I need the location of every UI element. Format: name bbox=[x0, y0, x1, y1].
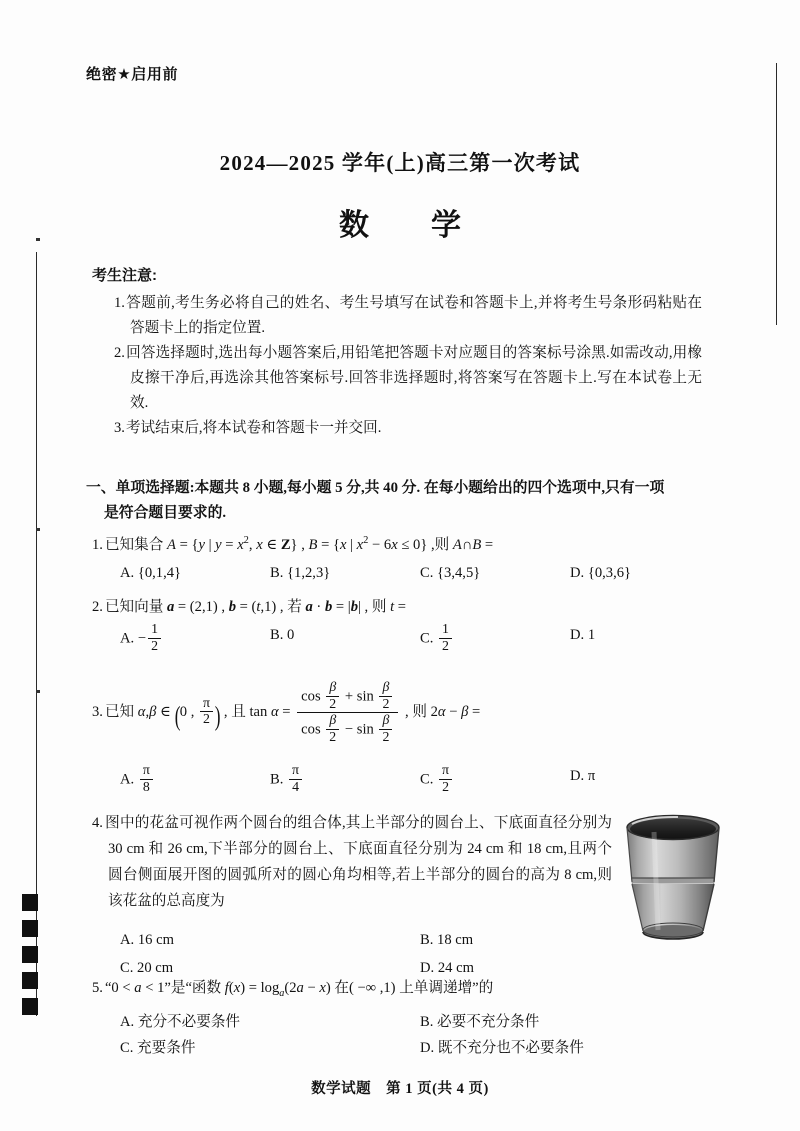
option-b[interactable] bbox=[258, 560, 408, 586]
section-one-heading bbox=[86, 476, 706, 526]
option-d[interactable] bbox=[558, 560, 708, 586]
question-3 bbox=[92, 680, 708, 795]
question-5-number: 5. bbox=[92, 980, 103, 996]
question-2-number: 2. bbox=[92, 599, 103, 615]
question-4-stem-text: 图中的花盆可视作两个圆台的组合体,其上半部分的圆台上、下底面直径分别为 30 cm 和 26 cm,下半部分的圆台上、下底面直径分别为 24 cm 和 18 cm,且两个圆台侧面展开图的圆弧所对的圆心角均相等,若上半部分的圆台的高为 8 cm,则该花盆的总高度为 bbox=[104, 815, 612, 909]
option-d-label: D. bbox=[570, 564, 585, 581]
margin-tick-low bbox=[36, 690, 40, 693]
option-a[interactable]: A. − $\frac{1}{2}$ bbox=[108, 622, 258, 654]
question-3-options bbox=[92, 763, 708, 795]
option-a-text: 16 cm bbox=[137, 932, 174, 948]
option-d-text: {0,3,6} bbox=[587, 564, 632, 581]
question-2 bbox=[92, 594, 708, 654]
question-5-stem: 5. “0 < a < 1”是“函数 $f(x) = \log_a(2a - x)$ 在( −∞ ,1) 上单调递增”的 bbox=[92, 980, 494, 999]
registration-square bbox=[22, 920, 38, 937]
confidential-notice: 绝密★启用前 bbox=[86, 66, 179, 83]
question-2-options bbox=[92, 622, 708, 654]
notice-item bbox=[114, 341, 702, 416]
question-4-stem bbox=[92, 810, 612, 914]
right-margin-rule bbox=[776, 63, 777, 325]
option-b-text: 必要不充分条件 bbox=[437, 1013, 540, 1030]
option-d-text: 1 bbox=[587, 627, 596, 643]
option-c-text: 20 cm bbox=[137, 960, 174, 976]
question-1-stem-suffix: 则 bbox=[434, 536, 450, 553]
option-c[interactable] bbox=[108, 1035, 408, 1061]
option-b-text: 0 bbox=[287, 627, 295, 643]
option-c-text: {3,4,5} bbox=[437, 564, 481, 581]
question-1-number: 1. bbox=[92, 536, 103, 553]
question-2-stem: 2. 已知向量 a = (2,1) , b = (t,1) , 若 a · b = |b| , 则 t = bbox=[92, 599, 407, 615]
option-a-label: A. bbox=[120, 932, 135, 948]
notice-title: 考生注意: bbox=[92, 267, 157, 284]
question-3-number: 3. bbox=[92, 703, 103, 720]
registration-square bbox=[22, 894, 38, 911]
option-a-text: 充分不必要条件 bbox=[137, 1013, 241, 1030]
option-b-text: 18 cm bbox=[437, 932, 474, 948]
notice-item bbox=[114, 416, 702, 441]
question-5 bbox=[92, 975, 708, 1061]
option-b-label: B. bbox=[270, 771, 284, 788]
notice-item-number: 1. bbox=[114, 295, 125, 311]
option-d-text: 既不充分也不必要条件 bbox=[437, 1039, 584, 1056]
option-c[interactable]: C. $\frac{\pi}{2}$ bbox=[408, 763, 558, 795]
tan-fraction: cos $\frac{\beta}{2}$ + sin $\frac{\beta}{2}$ cos $\frac{\beta}{2}$ − sin $\frac{\beta}{2}$ bbox=[297, 680, 398, 745]
notice-item-text: 考试结束后,将本试卷和答题卡一并交回. bbox=[125, 420, 382, 436]
notice-item-text: 答题前,考生务必将自己的姓名、考生号填写在试卷和答题卡上,并将考生号条形码粘贴在答题卡上的指定位置. bbox=[125, 295, 702, 336]
page-title: 2024—2025 学年(上)高三第一次考试 bbox=[219, 151, 581, 175]
option-c-label: C. bbox=[420, 630, 434, 647]
question-1 bbox=[92, 528, 708, 586]
flower-pot-image bbox=[618, 812, 730, 944]
page-footer: 数学试题 第 1 页(共 4 页) bbox=[311, 1081, 489, 1097]
section-one-line2: 是符合题目要求的. bbox=[104, 505, 227, 521]
option-a-label: A. bbox=[120, 771, 135, 788]
registration-square bbox=[22, 998, 38, 1015]
option-d-label: D. bbox=[570, 768, 585, 785]
registration-square bbox=[22, 972, 38, 989]
option-a-label: A. bbox=[120, 564, 135, 581]
option-a[interactable]: A. $\frac{\pi}{8}$ bbox=[108, 763, 258, 795]
candidate-notice bbox=[92, 264, 702, 441]
question-4-options bbox=[92, 925, 708, 981]
notice-item-number: 3. bbox=[114, 420, 125, 436]
question-3-stem: 3. 已知 α,β ∈ (0 , $\frac{\pi}{2}$ ) , 且 tan α = cos $\frac{\beta}{2}$ + sin $\frac{\beta}{2}$ cos $\frac{\beta}{2}$ − sin $\frac{\beta}{2}$ , 则 2α − β = bbox=[92, 680, 481, 745]
option-a[interactable] bbox=[108, 927, 408, 953]
option-a-label: A. bbox=[120, 1013, 135, 1030]
option-d[interactable]: D. π bbox=[570, 768, 596, 785]
option-c-label: C. bbox=[420, 771, 434, 788]
option-a-label: A. bbox=[120, 630, 135, 647]
option-d-label: D. bbox=[570, 627, 585, 643]
subject-title: 数 学 bbox=[339, 209, 477, 242]
option-d-label: D. bbox=[420, 1039, 435, 1056]
flower-pot-svg bbox=[618, 812, 730, 944]
option-c[interactable]: C. $\frac{1}{2}$ bbox=[408, 622, 558, 654]
option-b[interactable] bbox=[408, 1009, 708, 1035]
question-1-stem: 1. 已知集合 A = {y | $y = x^2$, x ∈ Z} , B = {x | $x^2 - 6x \le 0$} ,则 A∩B = bbox=[92, 535, 494, 553]
option-b-label: B. bbox=[420, 1013, 434, 1030]
option-b[interactable]: B. $\frac{\pi}{4}$ bbox=[258, 763, 408, 795]
notice-item-text: 回答选择题时,选出每小题答案后,用铅笔把答题卡对应题目的答案标号涂黑.如需改动,用橡皮擦干净后,再选涂其他答案标号.回答非选择题时,将答案写在答题卡上.写在本试卷上无效. bbox=[125, 345, 702, 411]
registration-square bbox=[22, 946, 38, 963]
question-1-stem-prefix: 已知集合 bbox=[104, 536, 164, 553]
notice-item bbox=[114, 291, 702, 341]
question-5-options-row2 bbox=[92, 1035, 708, 1061]
option-d[interactable] bbox=[558, 622, 708, 654]
question-4 bbox=[92, 810, 612, 914]
option-a[interactable] bbox=[108, 1009, 408, 1035]
option-c-label: C. bbox=[120, 960, 134, 976]
option-c-label: C. bbox=[120, 1039, 134, 1056]
question-5-options-row1 bbox=[92, 1009, 708, 1035]
option-b-text: {1,2,3} bbox=[287, 564, 331, 581]
notice-item-number: 2. bbox=[114, 345, 125, 361]
left-margin-rule bbox=[36, 252, 37, 917]
option-a[interactable] bbox=[108, 560, 258, 586]
option-b-label: B. bbox=[270, 627, 284, 643]
option-c[interactable] bbox=[408, 560, 558, 586]
option-c-label: C. bbox=[420, 564, 434, 581]
question-4-number: 4. bbox=[92, 815, 103, 831]
pot-lower-frustum bbox=[632, 884, 714, 932]
option-d-text: 24 cm bbox=[437, 960, 474, 976]
option-a-text: {0,1,4} bbox=[137, 564, 182, 581]
option-c-text: 充要条件 bbox=[137, 1039, 196, 1056]
option-d[interactable] bbox=[408, 1035, 708, 1061]
option-b-label: B. bbox=[420, 932, 434, 948]
option-d-label: D. bbox=[420, 960, 435, 976]
option-b-label: B. bbox=[270, 564, 284, 581]
section-one-line1: 一、单项选择题:本题共 8 小题,每小题 5 分,共 40 分. 在每小题给出的四个选项中,只有一项 bbox=[86, 480, 665, 496]
question-1-options bbox=[92, 560, 708, 586]
option-b[interactable] bbox=[258, 622, 408, 654]
margin-tick-mid bbox=[36, 528, 40, 531]
